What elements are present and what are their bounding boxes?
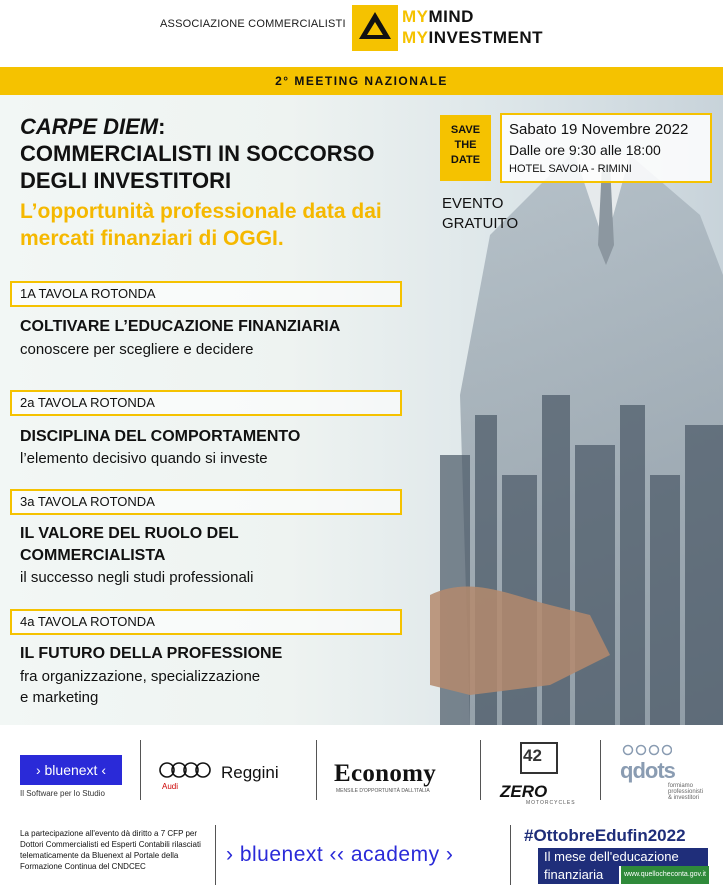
roundtable-1-sub: conoscere per scegliere e decidere — [20, 341, 254, 358]
roundtable-2-title: DISCIPLINA DEL COMPORTAMENTO — [20, 428, 301, 445]
roundtable-3-label: 3a TAVOLA ROTONDA — [10, 489, 402, 515]
roundtable-4-title: IL FUTURO DELLA PROFESSIONE — [20, 645, 283, 662]
sponsor-divider — [140, 740, 141, 800]
audi-tag: Audi — [162, 782, 179, 791]
qdots-logo: qdots — [620, 758, 675, 783]
roundtable-3-sub: il successo negli studi professionali — [20, 569, 254, 586]
roundtable-1-label: 1A TAVOLA ROTONDA — [10, 281, 402, 307]
sponsor-divider — [316, 740, 317, 800]
roundtable-3-title-line1: IL VALORE DEL RUOLO DEL — [20, 525, 239, 542]
event-title-main: CARPE DIEM: — [20, 114, 166, 139]
bluenext-logo: › bluenext ‹ — [20, 755, 122, 785]
roundtable-2-sub: l’elemento decisivo quando si investe — [20, 450, 268, 467]
free-event-label: EVENTO GRATUITO — [442, 195, 519, 232]
roundtable-4-sub-line1: fra organizzazione, specializzazione — [20, 668, 261, 685]
association-name: ASSOCIAZIONE COMMERCIALISTI — [160, 18, 346, 30]
mymind-logo-icon — [352, 5, 398, 51]
roundtable-4-sub-line2: e marketing — [20, 689, 99, 706]
sponsor-divider — [480, 740, 481, 800]
bluenext-academy-logo: › bluenext ‹‹ academy › — [226, 843, 454, 866]
economy-tagline: MENSILE D'OPPORTUNITÀ DALL'ITALIA — [336, 788, 430, 794]
meeting-banner: 2° MEETING NAZIONALE — [0, 67, 723, 95]
footer-divider — [510, 825, 511, 885]
roundtable-1-title: COLTIVARE L’EDUCAZIONE FINANZIARIA — [20, 318, 341, 335]
footer-divider — [215, 825, 216, 885]
event-time: Dalle ore 9:30 alle 18:00 — [509, 142, 661, 158]
zero-logo: ZERO — [500, 782, 548, 801]
economy-logo: Economy — [334, 760, 437, 787]
event-title-rest: COMMERCIALISTI IN SOCCORSO DEGLI INVESTITORI — [20, 141, 375, 193]
cfp-note: La partecipazione all'evento dà diritto a 7 CFP per Dottori Commercialisti ed Esperti Contabili rilasciati telematicamente da Bluenext al Portale della Formazione Continua del CNDCEC — [20, 829, 201, 871]
sponsor-divider — [600, 740, 601, 800]
roundtable-4-label: 4a TAVOLA ROTONDA — [10, 609, 402, 635]
edufin-banner-line1: Il mese dell'educazione — [538, 848, 708, 866]
qdots-dots-icon — [622, 744, 672, 756]
mymind-logo-text: MYMIND MYINVESTMENT — [402, 7, 544, 47]
roundtable-2-label: 2a TAVOLA ROTONDA — [10, 390, 402, 416]
edufin-banner-line2: finanziaria — [538, 866, 619, 884]
zero-tagline: MOTORCYCLES — [526, 800, 576, 806]
edufin-url: www.quellocheconta.gov.it — [621, 866, 709, 884]
edufin-hashtag: #OttobreEdufin2022 — [524, 826, 686, 845]
event-date: Sabato 19 Novembre 2022 — [509, 121, 689, 138]
audi-rings-icon — [158, 761, 214, 779]
roundtable-3-title-line2: COMMERCIALISTA — [20, 547, 166, 564]
event-date-box — [500, 113, 712, 183]
event-subtitle: L’opportunità professionale data dai mercati finanziari di OGGI. — [20, 200, 382, 250]
save-the-date-badge: SAVE THE DATE — [440, 115, 491, 181]
bluenext-tagline: Il Software per lo Studio — [20, 789, 105, 798]
reggini-name: Reggini — [221, 763, 279, 782]
qdots-tagline: formiamo professionisti & investitori — [668, 783, 704, 801]
event-place: HOTEL SAVOIA - RIMINI — [509, 163, 632, 175]
businessman-handshake-image — [430, 95, 723, 725]
zero-number: 42 — [523, 746, 542, 765]
